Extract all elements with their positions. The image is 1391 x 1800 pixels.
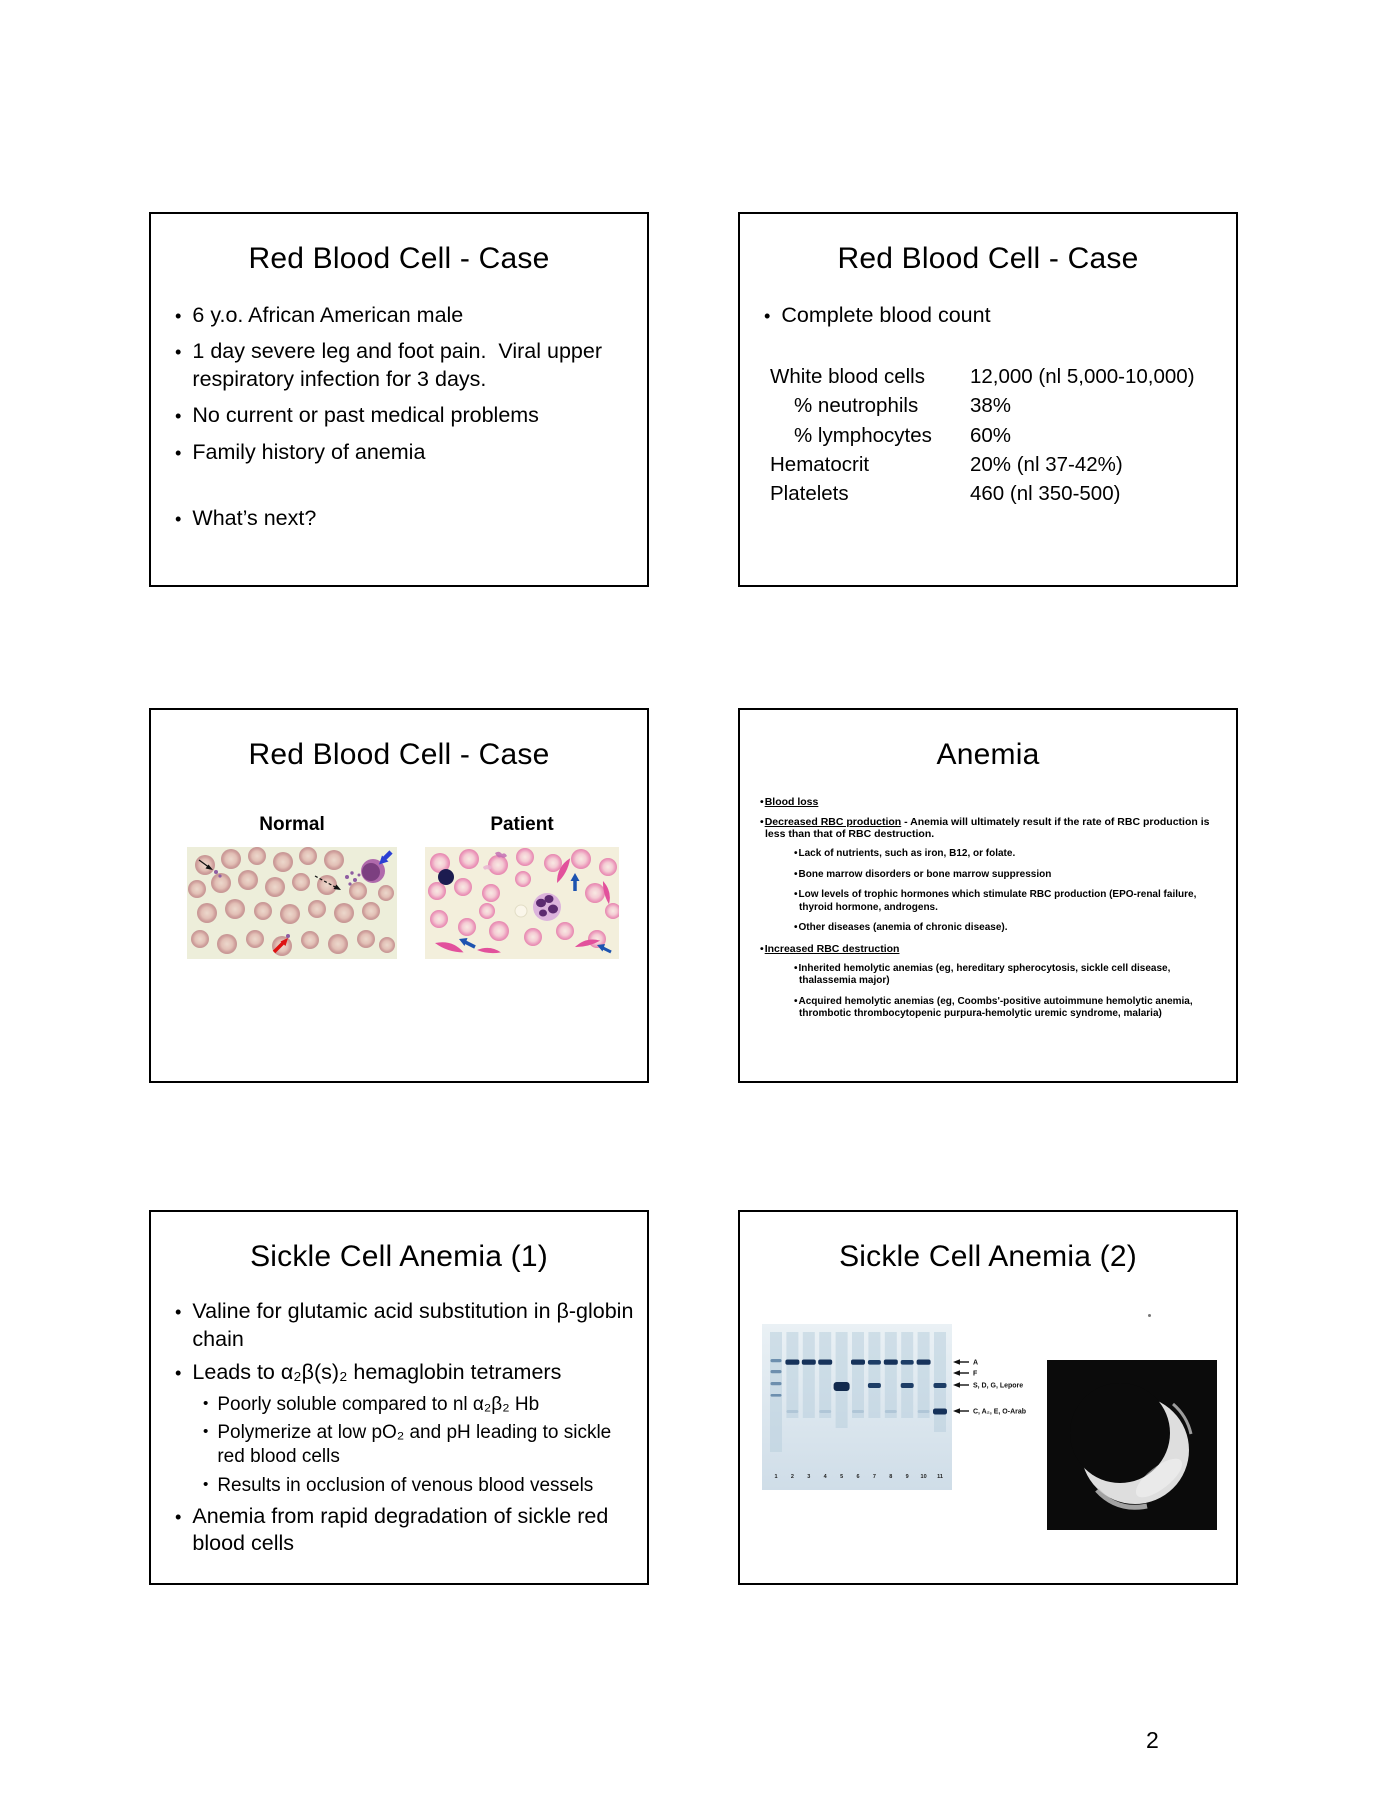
sub-bullet-item [203,1393,637,1417]
lane-number: 1 [774,1474,778,1480]
patient-smear-label: Patient [490,814,554,835]
patient-blood-smear-image [425,847,619,959]
anemia-sub-item [794,996,1228,1021]
lab-label: Hematocrit [770,452,870,476]
slide-rbc-case-smears [149,708,649,1083]
lane-number: 11 [937,1474,943,1480]
lane-number: 6 [856,1474,860,1480]
table-row [770,391,1236,420]
band-label-c: C, A₂, E, O-Arab [973,1408,1027,1416]
bullet-list [151,1298,647,1558]
underlined-heading: Decreased RBC production [764,816,902,828]
lane-number: 7 [872,1474,876,1480]
bullet-item [175,338,635,394]
slide-title: Red Blood Cell - Case [248,242,550,275]
lab-results-table [740,362,1236,508]
lane-number: 9 [905,1474,909,1480]
bullet-text: • 1 day severe leg and foot pain. Viral upper respiratory infection for 3 days. [192,339,608,392]
bullet-item [175,505,635,533]
slide-sickle-cell-1 [149,1210,649,1585]
bullet-item [175,1503,637,1558]
slide-title: Sickle Cell Anemia (2) [839,1240,1137,1273]
lane-number: 5 [840,1474,844,1480]
underlined-heading: Blood loss [764,796,819,808]
anemia-heading-item [760,943,1228,955]
lane-number: 4 [823,1474,827,1480]
bullet-list [740,302,1236,330]
sub-item-text: Other diseases (anemia of chronic disease). [798,922,1008,933]
heading-rest-text: - Anemia will ultimately result if the rate of RBC production is less than that of RBC destruction. [765,816,1210,840]
sub-item-text: Bone marrow disorders or bone marrow suppression [798,868,1052,880]
bullet-text: • Anemia from rapid degradation of sickle red blood cells [192,1503,609,1556]
bullet-text: • 6 y.o. African American male [192,303,464,327]
anemia-heading-item [760,816,1228,840]
anemia-sub-item [794,963,1228,988]
dense-spherocyte [438,869,454,885]
anemia-sub-item [794,922,1228,935]
normal-blood-smear-image [187,847,397,959]
bullet-item [175,402,635,430]
lane-number: 2 [790,1474,794,1480]
bullet-text: • Family history of anemia [192,439,426,464]
slide-rbc-case-1 [149,212,649,587]
table-row [770,479,1236,508]
lab-value: 12,000 (nl 5,000-10,000) [970,365,1195,389]
anemia-sub-item [794,848,1228,861]
lab-value: 460 (nl 350-500) [970,481,1121,505]
bullet-item [175,1359,637,1387]
bullet-text: • Leads to α₂β(s)₂ hemaglobin tetramers [192,1360,562,1385]
slide-anemia [738,708,1238,1083]
bullet-text: • Valine for glutamic acid substitution in β-globin chain [192,1299,634,1351]
sub-item-text: Inherited hemolytic anemias (eg, hereditary spherocytosis, sickle cell disease, thalassemia major) [798,962,1171,986]
bullet-text: • Results in occlusion of venous blood vessels [217,1474,594,1496]
slide-title: Red Blood Cell - Case [248,738,550,771]
sub-item-text: Low levels of trophic hormones which stimulate RBC production (EPO-renal failure, thyroid hormone, androgens. [798,889,1197,913]
sub-item-text: Acquired hemolytic anemias (eg, Coombs'-positive autoimmune hemolytic anemia, thrombotic thrombocytopenic purpura-hemolytic uremic syndrome, malaria) [798,995,1193,1019]
lab-label: % neutrophils [794,394,919,418]
bullet-text: • What’s next? [192,505,317,530]
bullet-item [175,439,635,467]
lab-value: 38% [970,394,1012,418]
neutrophil [533,893,561,921]
lab-value: 20% (nl 37-42%) [970,452,1123,476]
band-label-f: F [973,1370,978,1378]
bullet-item [175,1298,637,1353]
bullet-text: • Poorly soluble compared to nl α₂β₂ Hb [217,1393,540,1415]
slide-rbc-case-2 [738,212,1238,587]
anemia-outline [740,796,1236,1021]
band-label-s: S, D, G, Lepore [973,1382,1024,1390]
anemia-heading-item [760,796,1228,808]
table-row [770,362,1236,391]
band-label-a: A [973,1359,979,1367]
bullet-list [151,302,647,533]
table-row [770,450,1236,479]
bullet-item [175,302,635,330]
bullet-item [764,302,1224,330]
gel-band-labels [973,1360,1026,1416]
gel-row-arrowheads [953,1359,960,1414]
slide-sickle-cell-2 [738,1210,1238,1585]
lab-label: % lymphocytes [794,423,932,447]
slide-title: Red Blood Cell - Case [837,242,1139,275]
underlined-heading: Increased RBC destruction [764,942,900,955]
lab-label: Platelets [770,481,849,505]
gel-row-arrow-icons [959,1362,969,1411]
page-number: 2 [1146,1727,1159,1753]
hemoglobin-electrophoresis-gel-image [762,1324,1030,1490]
bullet-text: • Polymerize at low pO₂ and pH leading to sickle red blood cells [217,1422,612,1468]
slide-title: Anemia [936,738,1040,771]
smear-hole [515,905,527,917]
bullet-text: • No current or past medical problems [192,403,539,428]
table-row [770,421,1236,450]
anemia-sub-item [794,869,1228,882]
lane-number: 8 [889,1474,893,1480]
slide-title: Sickle Cell Anemia (1) [250,1240,548,1273]
normal-smear-label: Normal [259,814,325,835]
lab-label: White blood cells [770,365,925,389]
lane-number: 10 [920,1474,927,1480]
anemia-sub-item [794,889,1228,914]
sickle-cell-sem-image [1047,1360,1217,1530]
lab-value: 60% [970,423,1012,447]
sub-item-text: Lack of nutrients, such as iron, B12, or folate. [798,848,1016,859]
sub-bullet-item [203,1474,637,1498]
speck-artifact [1148,1314,1151,1317]
sub-bullet-item [203,1421,637,1469]
bullet-text: • Complete blood count [781,303,991,327]
lane-number: 3 [807,1474,811,1480]
